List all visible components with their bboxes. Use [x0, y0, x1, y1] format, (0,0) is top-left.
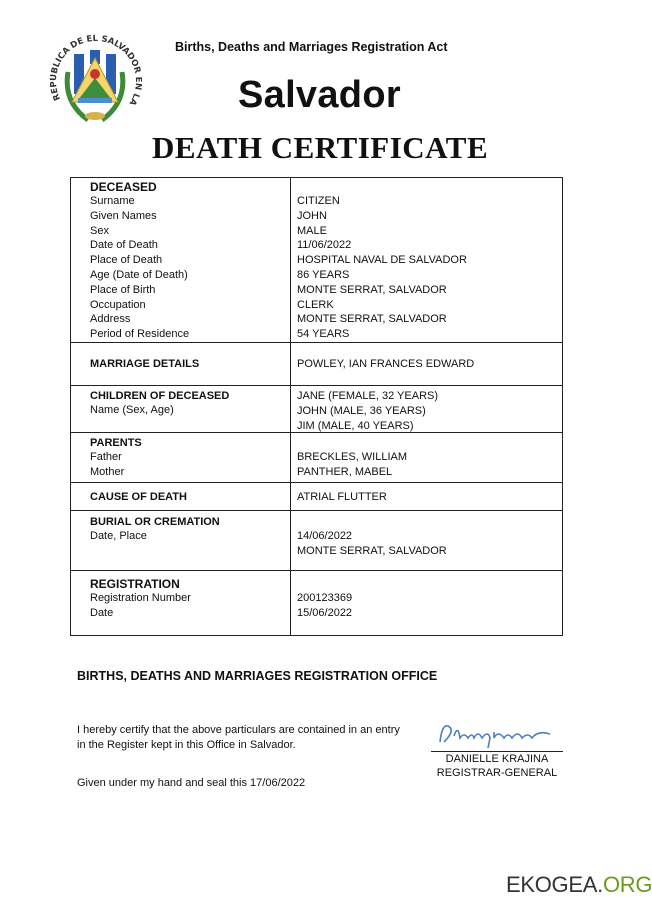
registrar-signature — [432, 716, 564, 750]
field-value: 200123369 — [297, 592, 353, 604]
field-label: Date, Place — [90, 530, 147, 542]
section-heading: DECEASED — [90, 180, 157, 194]
field-value: PANTHER, MABEL — [297, 465, 393, 478]
field-value: JOHN (MALE, 36 YEARS) — [297, 404, 426, 417]
field-value: BRECKLES, WILLIAM — [297, 451, 408, 463]
act-name: Births, Deaths and Marriages Registration Act — [175, 40, 448, 54]
field-value: 15/06/2022 — [297, 606, 353, 619]
section-heading: REGISTRATION — [90, 577, 180, 591]
burial-section — [71, 511, 562, 571]
registrar-block — [431, 753, 563, 780]
parents-section — [71, 433, 562, 483]
field-value: MONTE SERRAT, SALVADOR — [297, 283, 447, 296]
marriage-section — [71, 343, 562, 386]
coat-of-arms-seal — [48, 22, 142, 132]
field-value: HOSPITAL NAVAL DE SALVADOR — [297, 254, 467, 267]
certification-text — [77, 723, 427, 752]
field-value: JIM (MALE, 40 YEARS) — [297, 419, 414, 432]
field-label: Age (Date of Death) — [90, 268, 188, 281]
certification-line: I hereby certify that the above particulars are contained in an entry — [77, 724, 400, 736]
given-under-seal-text: Given under my hand and seal this 17/06/2022 — [77, 777, 306, 789]
field-value: CITIZEN — [297, 195, 340, 207]
field-value: 14/06/2022 — [297, 530, 353, 542]
deceased-section — [71, 178, 562, 343]
field-label: Period of Residence — [90, 328, 190, 341]
svg-text:REPUBLICA DE EL SALVADOR EN LA: REPUBLICA DE EL SALVADOR N LA — [48, 33, 142, 107]
field-label: Given Names — [90, 209, 157, 222]
field-label: Place of Death — [90, 254, 163, 267]
field-value: JOHN — [297, 209, 327, 222]
office-heading: BIRTHS, DEATHS AND MARRIAGES REGISTRATION OFFICE — [77, 669, 438, 683]
field-value: MALE — [297, 224, 327, 237]
field-value: MONTE SERRAT, SALVADOR — [297, 313, 447, 326]
children-section — [71, 386, 562, 433]
field-label: Father — [90, 451, 122, 463]
registration-section — [71, 571, 562, 635]
section-heading: BURIAL OR CREMATION — [90, 516, 220, 528]
field-value: ATRIAL FLUTTER — [297, 491, 387, 503]
watermark-main: EKOGEA. — [506, 872, 603, 897]
watermark-suffix: ORG — [602, 872, 652, 897]
field-label: Surname — [90, 195, 135, 207]
watermark — [506, 872, 652, 898]
field-value: POWLEY, IAN FRANCES EDWARD — [297, 358, 475, 370]
certification-line: in the Register kept in this Office in Salvador. — [77, 738, 296, 751]
country-name: Salvador — [238, 74, 401, 116]
field-value: 86 YEARS — [297, 268, 350, 281]
certificate-table — [70, 177, 563, 636]
field-label: Mother — [90, 465, 125, 478]
section-heading: CAUSE OF DEATH — [90, 491, 187, 503]
section-heading: PARENTS — [90, 437, 142, 449]
registrar-name: DANIELLE KRAJINA — [445, 753, 549, 765]
field-label: Registration Number — [90, 592, 191, 604]
registrar-title: REGISTRAR-GENERAL — [436, 766, 558, 779]
field-value: MONTE SERRAT, SALVADOR — [297, 544, 447, 557]
field-label: Occupation — [90, 298, 146, 311]
cause-section — [71, 483, 562, 511]
field-label: Address — [90, 313, 131, 326]
signature-line — [431, 751, 563, 752]
field-label: Place of Birth — [90, 283, 156, 296]
field-label: Sex — [90, 224, 109, 237]
field-label: Name (Sex, Age) — [90, 404, 174, 416]
section-heading: MARRIAGE DETAILS — [90, 358, 200, 370]
field-value: 54 YEARS — [297, 328, 350, 341]
document-title: DEATH CERTIFICATE — [152, 130, 489, 165]
field-value: JANE (FEMALE, 32 YEARS) — [297, 390, 439, 402]
field-label: Date of Death — [90, 239, 158, 252]
field-value: CLERK — [297, 298, 334, 311]
field-value: 11/06/2022 — [297, 239, 352, 252]
field-label: Date — [90, 606, 114, 619]
section-heading: CHILDREN OF DECEASED — [90, 390, 230, 402]
